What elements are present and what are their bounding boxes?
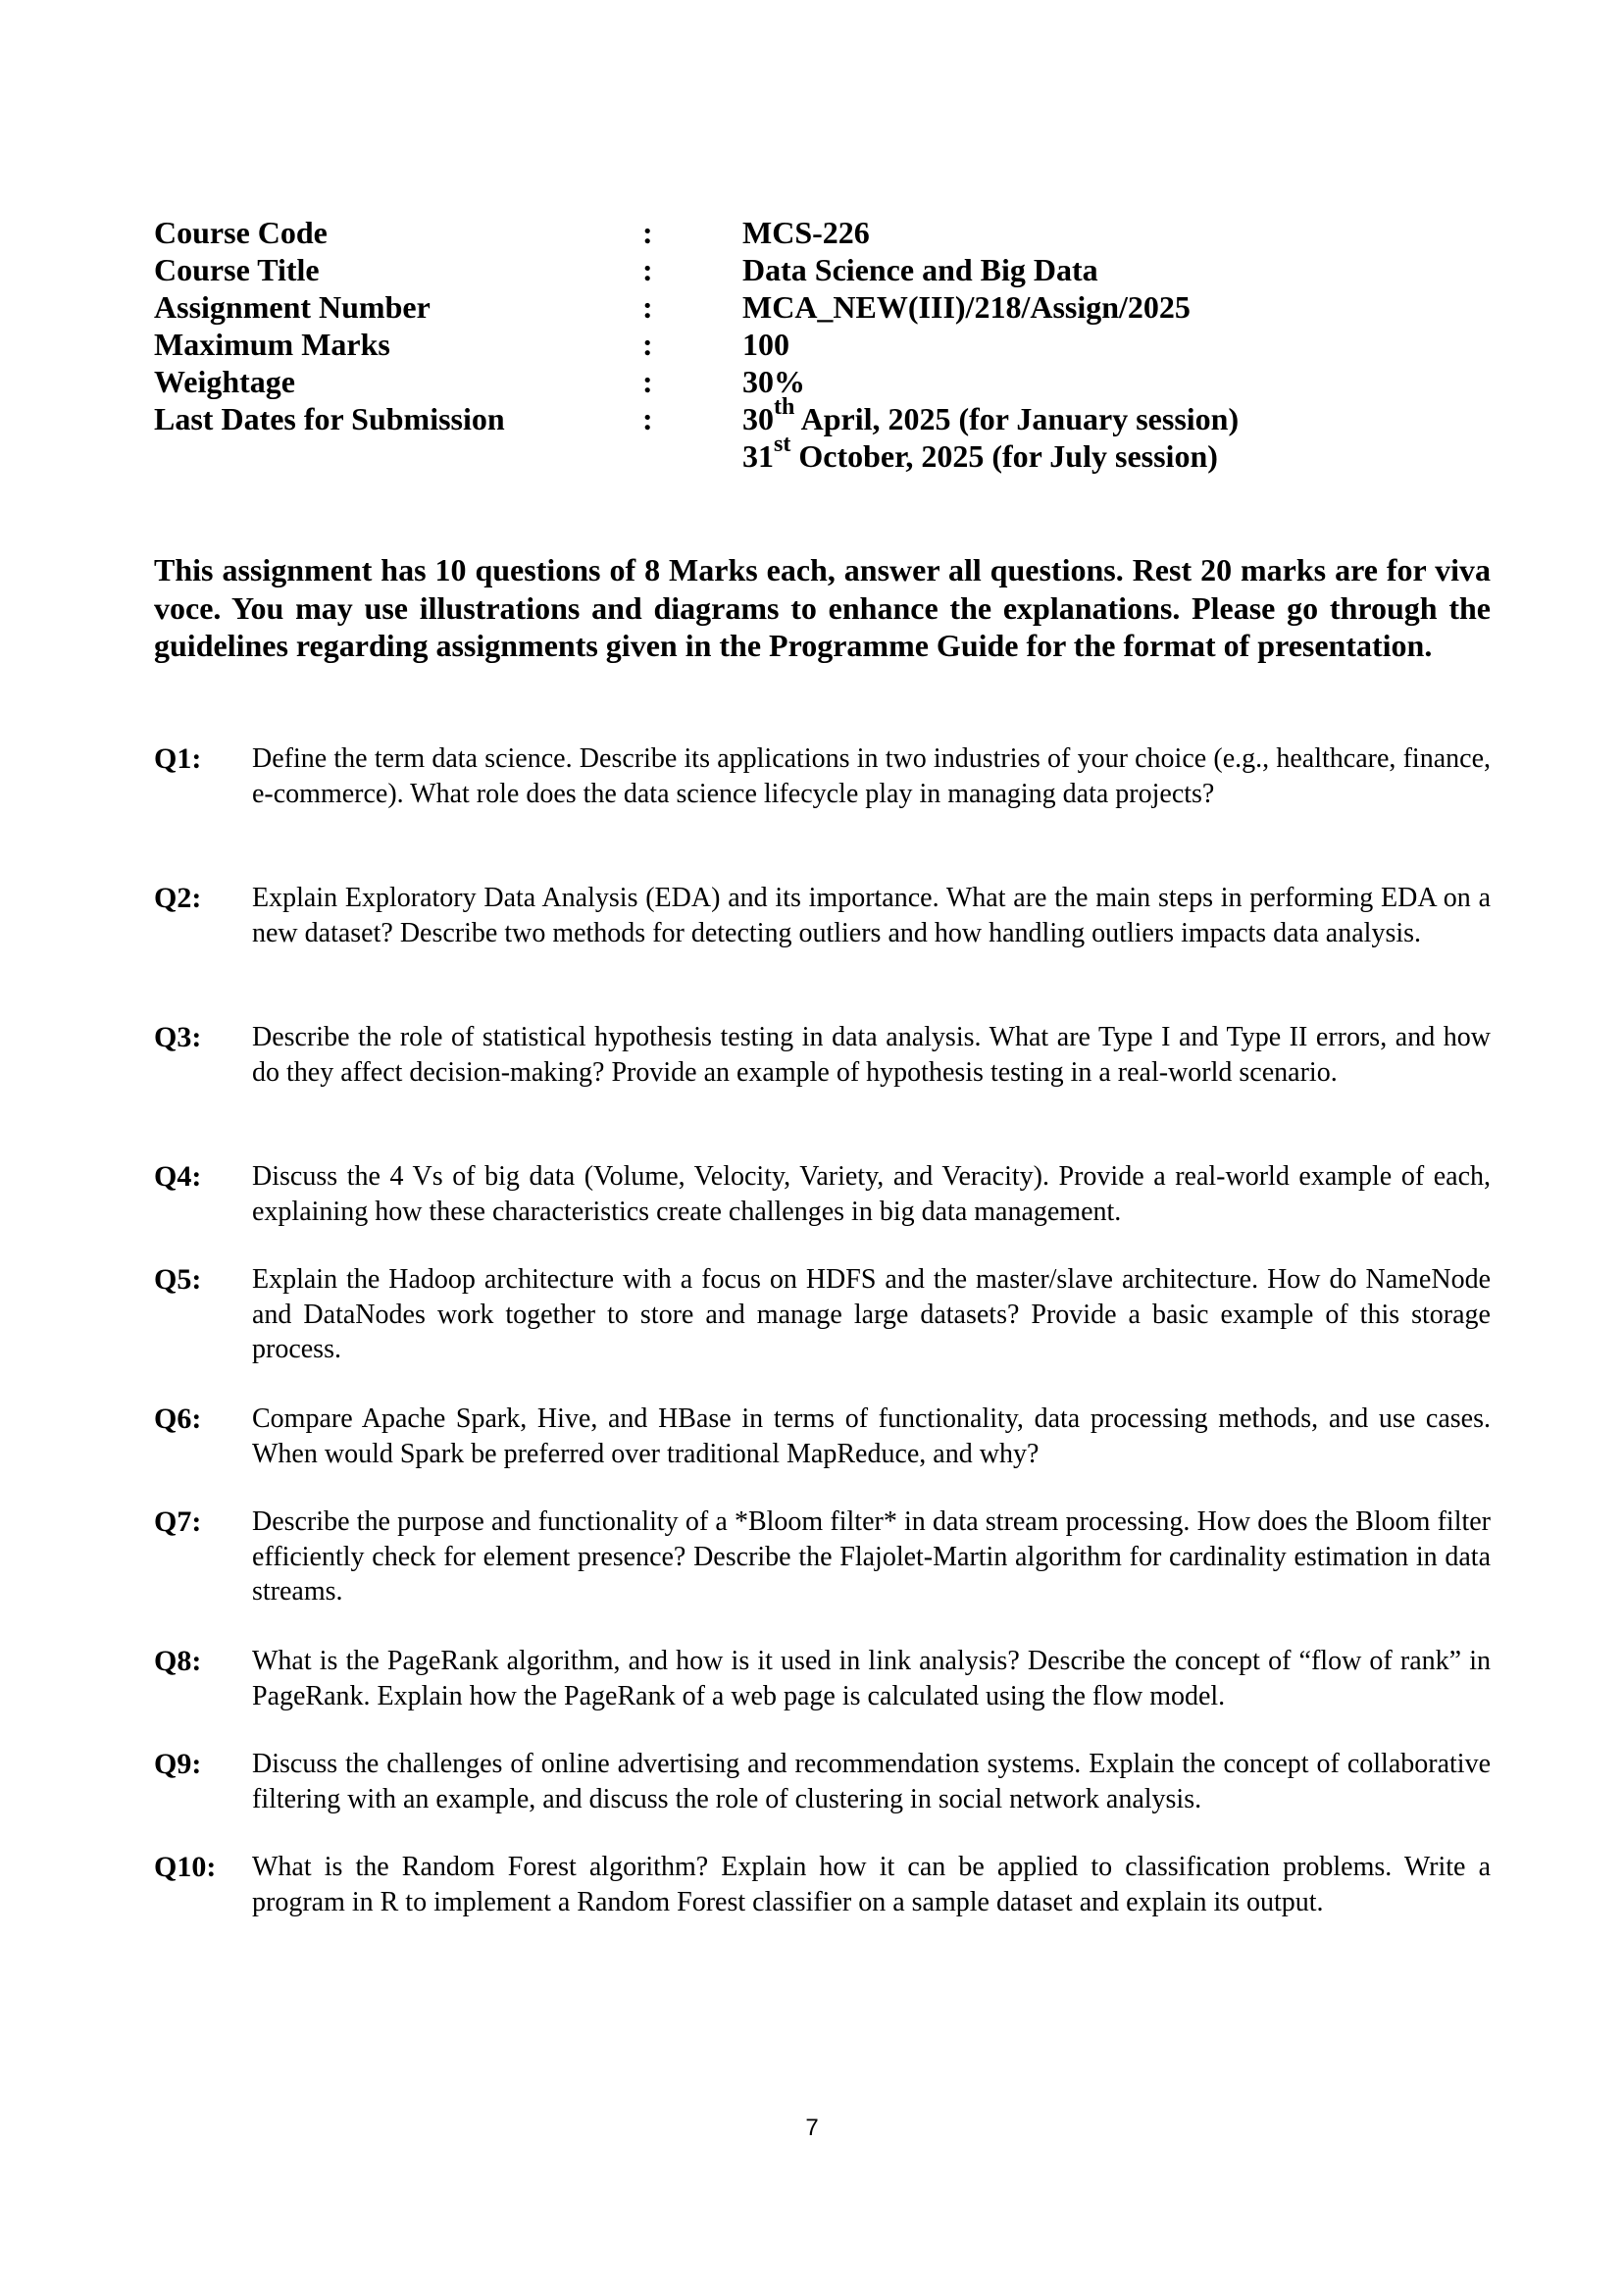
course-title-label: Course Title bbox=[154, 252, 320, 287]
assignment-instructions: This assignment has 10 questions of 8 Marks each, answer all questions. Rest 20 marks are for viva voce. You may use illustrations and diagrams to enhance the explanations. Please go through the guidelines regarding assignments given in the Programme Guide for the format of presentation. bbox=[154, 552, 1491, 663]
question-text: Compare Apache Spark, Hive, and HBase in terms of functionality, data processing methods, and use cases. When would Spark be preferred over traditional MapReduce, and why? bbox=[252, 1403, 1491, 1469]
course-code-value: MCS-226 bbox=[742, 215, 870, 250]
maximum-marks-label: Maximum Marks bbox=[154, 327, 390, 362]
question-text: Explain the Hadoop architecture with a focus on HDFS and the master/slave architecture. How do NameNode and DataNodes work together to store and manage large datasets? Provide a basic example of this storage process. bbox=[252, 1264, 1491, 1364]
question-number: Q1: bbox=[154, 742, 202, 775]
submission-dates-label: Last Dates for Submission bbox=[154, 401, 505, 436]
maximum-marks-row bbox=[154, 326, 1507, 363]
date-day: 31 bbox=[742, 438, 774, 474]
weightage-value: 30% bbox=[742, 364, 805, 399]
question-text: Describe the role of statistical hypothesis testing in data analysis. What are Type I and Type II errors, and how do they affect decision-making? Provide an example of hypothesis testing in a real-world scenario. bbox=[252, 1022, 1491, 1088]
question-number: Q4: bbox=[154, 1160, 202, 1193]
assignment-number-label: Assignment Number bbox=[154, 289, 431, 325]
date-rest: October, 2025 (for July session) bbox=[790, 438, 1218, 474]
question-number: Q7: bbox=[154, 1505, 202, 1538]
question-text: Describe the purpose and functionality of a *Bloom filter* in data stream processing. How does the Bloom filter efficiently check for element presence? Describe the Flajolet-Martin algorithm for cardinality estimation in data streams. bbox=[252, 1506, 1491, 1607]
colon: : bbox=[642, 215, 653, 250]
july-session-date bbox=[742, 432, 1218, 475]
question-number: Q9: bbox=[154, 1748, 202, 1780]
assignment-number-row bbox=[154, 288, 1507, 326]
course-title-row bbox=[154, 251, 1507, 288]
course-code-row bbox=[154, 214, 1507, 251]
question-number: Q8: bbox=[154, 1645, 202, 1677]
question-number: Q3: bbox=[154, 1021, 202, 1053]
colon: : bbox=[642, 364, 653, 399]
question-number: Q2: bbox=[154, 882, 202, 914]
question-text: What is the Random Forest algorithm? Explain how it can be applied to classification problems. Write a program in R to implement a Random Forest classifier on a sample dataset and explain its output. bbox=[252, 1852, 1491, 1917]
colon: : bbox=[642, 289, 653, 325]
course-info-table bbox=[154, 214, 1507, 475]
question-number: Q6: bbox=[154, 1403, 202, 1435]
colon: : bbox=[642, 327, 653, 362]
question-text: Discuss the challenges of online advertising and recommendation systems. Explain the concept of collaborative filtering with an example, and discuss the role of clustering in social network analysis. bbox=[252, 1749, 1491, 1814]
submission-dates-row-2 bbox=[154, 432, 1507, 475]
date-ordinal-suffix: th bbox=[774, 394, 795, 421]
colon: : bbox=[642, 401, 653, 436]
course-title-value: Data Science and Big Data bbox=[742, 252, 1098, 287]
question-number: Q5: bbox=[154, 1263, 202, 1296]
january-session-date bbox=[742, 394, 1240, 437]
date-day: 30 bbox=[742, 401, 774, 436]
question-number: Q10: bbox=[154, 1851, 217, 1883]
date-rest: April, 2025 (for January session) bbox=[794, 401, 1240, 436]
weightage-label: Weightage bbox=[154, 364, 295, 399]
course-code-label: Course Code bbox=[154, 215, 328, 250]
question-text: Explain Exploratory Data Analysis (EDA) and its importance. What are the main steps in performing EDA on a new dataset? Describe two methods for detecting outliers and how handling outliers impacts data analysis. bbox=[252, 883, 1491, 948]
maximum-marks-value: 100 bbox=[742, 327, 789, 362]
assignment-number-value: MCA_NEW(III)/218/Assign/2025 bbox=[742, 289, 1191, 325]
question-text: Define the term data science. Describe its applications in two industries of your choice (e.g., healthcare, finance, e-commerce). What role does the data science lifecycle play in managing data projects? bbox=[252, 743, 1491, 809]
weightage-row bbox=[154, 363, 1507, 400]
question-text: Discuss the 4 Vs of big data (Volume, Velocity, Variety, and Veracity). Provide a real-world example of each, explaining how these characteristics create challenges in big data management. bbox=[252, 1161, 1491, 1227]
submission-dates-row bbox=[154, 394, 1507, 437]
date-ordinal-suffix: st bbox=[774, 432, 791, 458]
page-number: 7 bbox=[805, 2115, 819, 2141]
question-text: What is the PageRank algorithm, and how is it used in link analysis? Describe the concept of “flow of rank” in PageRank. Explain how the PageRank of a web page is calculated using the flow model. bbox=[252, 1646, 1491, 1711]
colon: : bbox=[642, 252, 653, 287]
